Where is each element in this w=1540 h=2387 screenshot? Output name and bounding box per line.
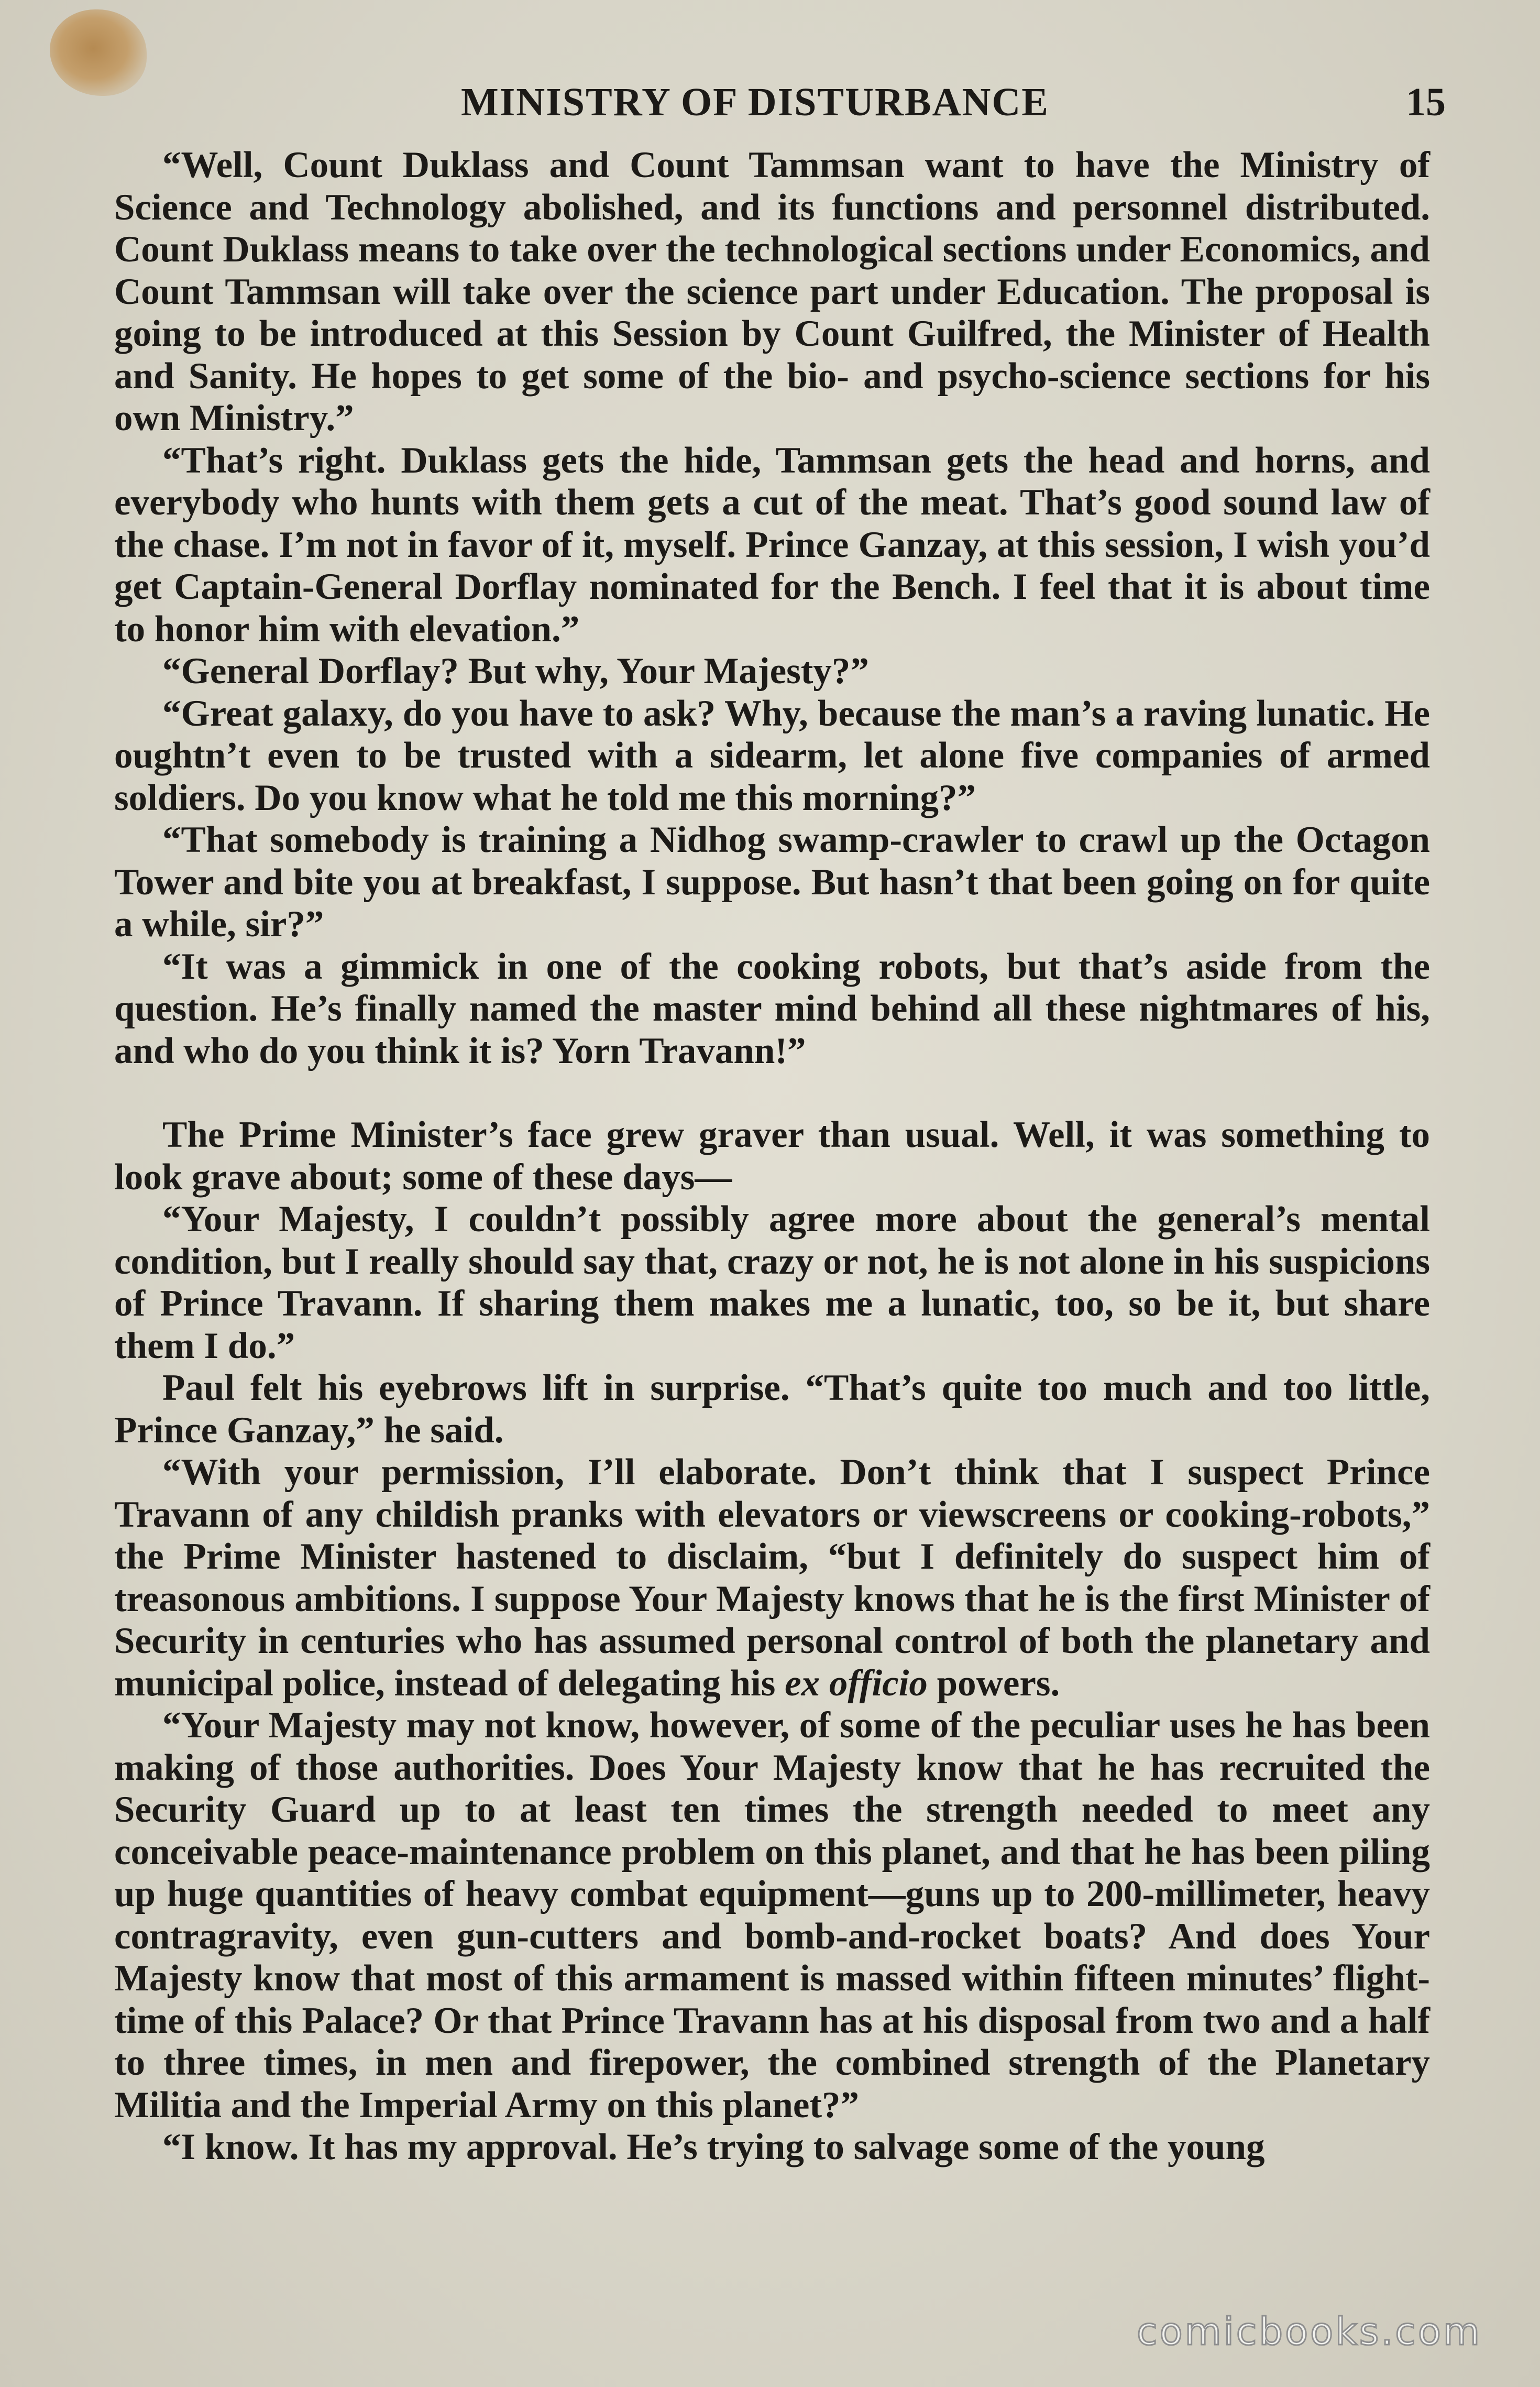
paragraph-text: “With your permission, I’ll elaborate. Don’t think that I suspect Prince Travann of any childish pranks with elevators or viewscreens or cooking-robots,” the Prime Minister hastened to disclaim, “but I definitely do suspect him of treasonous ambitions. I suppose Your Majesty knows that he is the first Minister of Security in centuries who has assumed personal control of both the planetary and municipal police, instead of delegating his [114,1452,1430,1704]
page-number: 15 [1406,80,1446,124]
page-header [0,79,1540,126]
body-text [114,144,1430,2169]
running-title: MINISTRY OF DISTURBANCE [461,80,1049,124]
paragraph: “I know. It has my approval. He’s trying to salvage some of the young [162,2127,1265,2167]
paragraph: “It was a gimmick in one of the cooking robots, but that’s aside from the question. He’s finally named the master mind behind all these nightmares of his, and who do you think it is? Yorn Travann!” [114,946,1430,1071]
watermark-logo: comicbooks.com [1137,2309,1482,2353]
paragraph-text: powers. [927,1662,1060,1704]
paragraph: “Well, Count Duklass and Count Tammsan want to have the Ministry of Science and Technology abolished, and its functions and personnel distributed. Count Duklass means to take over the technological sections under Economics, and Count Tammsan will take over the science part under Education. The proposal is going to be introduced at this Session by Count Guilfred, the Minister of Health and Sanity. He hopes to get some of the bio- and psycho-science sections for his own Ministry.” [114,145,1430,439]
paragraph: Paul felt his eyebrows lift in surprise. “That’s quite too much and too little, Prince Ganzay,” he said. [114,1367,1430,1451]
paragraph [114,1451,1430,1704]
paragraph: “Your Majesty may not know, however, of some of the peculiar uses he has been making of those authorities. Does Your Majesty know that he has recruited the Security Guard up to at least ten times the strength needed to meet any conceivable peace-maintenance problem on this planet, and that he has been piling up huge quantities of heavy combat equipment—guns up to 200-millimeter, heavy contragravity, even gun-cutters and bomb-and-rocket boats? And does Your Majesty know that most of this armament is massed within fifteen minutes’ flight-time of this Palace? Or that Prince Travann has at his disposal from two and a half to three times, in men and firepower, the combined strength of the Planetary Militia and the Imperial Army on this planet?” [114,1705,1430,2126]
paragraph: “Your Majesty, I couldn’t possibly agree more about the general’s mental condition, but I really should say that, crazy or not, he is not alone in his suspicions of Prince Travann. If sharing them makes me a lunatic, too, so be it, but share them I do.” [114,1199,1430,1366]
paragraph: “General Dorflay? But why, Your Majesty?” [162,651,869,692]
italic-phrase: ex officio [785,1662,928,1704]
paragraph: “That’s right. Duklass gets the hide, Tammsan gets the head and horns, and everybody who hunts with them gets a cut of the meat. That’s good sound law of the chase. I’m not in favor of it, myself. Prince Ganzay, at this session, I wish you’d get Captain-General Dorflay nominated for the Bench. I feel that it is about time to honor him with elevation.” [114,440,1430,650]
paragraph: “That somebody is training a Nidhog swamp-crawler to crawl up the Octagon Tower and bite you at breakfast, I suppose. But hasn’t that been going on for quite a while, sir?” [114,819,1430,945]
paragraph: “Great galaxy, do you have to ask? Why, because the man’s a raving lunatic. He oughtn’t even to be trusted with a sidearm, let alone five companies of armed soldiers. Do you know what he told me this morning?” [114,693,1430,818]
paragraph: The Prime Minister’s face grew graver than usual. Well, it was something to look grave about; some of these days— [114,1114,1430,1198]
